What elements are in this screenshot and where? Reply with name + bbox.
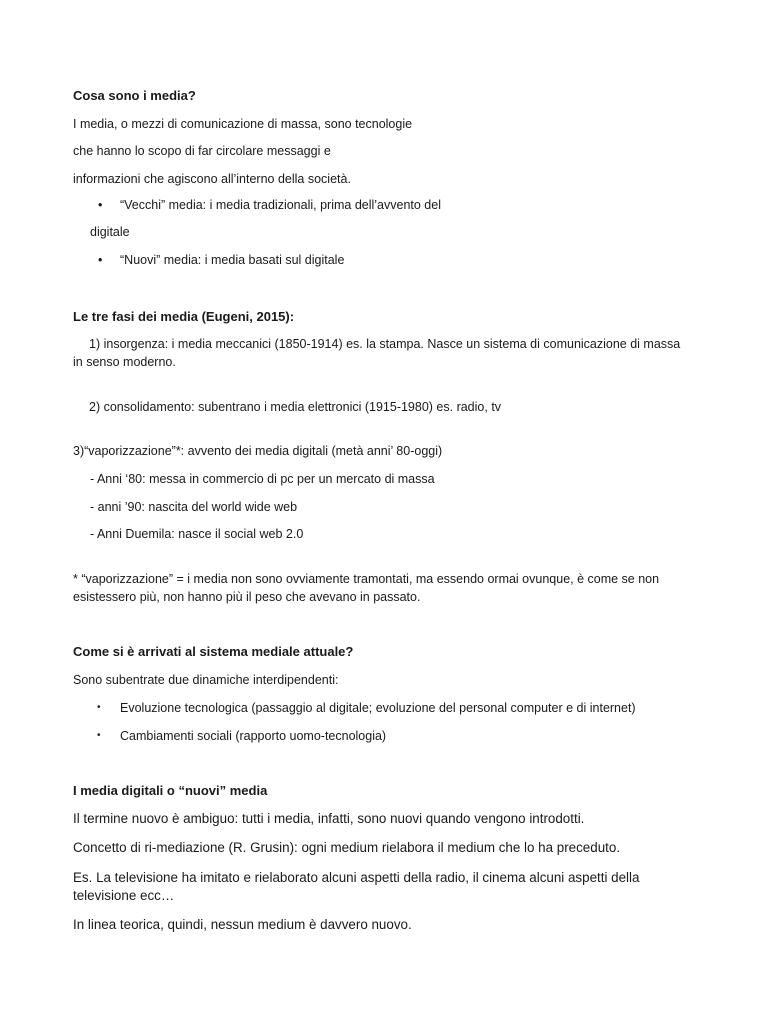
bullet-icon: •: [98, 198, 103, 212]
list-item-continuation: digitale: [90, 225, 130, 239]
phase-insorgenza-continuation: in senso moderno.: [73, 355, 176, 369]
sub-item-anni-80: - Anni ‘80: messa in commercio di pc per un mercato di massa: [90, 472, 435, 486]
list-item-vecchi-media: “Vecchi” media: i media tradizionali, prima dell’avvento del: [120, 198, 441, 212]
phase-vaporizzazione: 3)“vaporizzazione”*: avvento dei media digitali (metà anni’ 80-oggi): [73, 444, 443, 458]
paragraph-line: Es. La televisione ha imitato e rielaborato alcuni aspetti della radio, il cinema alcuni aspetti della: [73, 870, 640, 885]
heading-media-digitali: I media digitali o “nuovi” media: [73, 783, 268, 798]
paragraph-line: In linea teorica, quindi, nessun medium è davvero nuovo.: [73, 917, 412, 932]
bullet-icon: •: [97, 730, 101, 741]
list-item-cambiamenti-sociali: Cambiamenti sociali (rapporto uomo-tecnologia): [120, 729, 387, 743]
heading-sistema-mediale: Come si è arrivati al sistema mediale attuale?: [73, 644, 354, 659]
list-item-nuovi-media: “Nuovi” media: i media basati sul digitale: [120, 253, 345, 267]
bullet-icon: •: [97, 702, 101, 713]
heading-tre-fasi: Le tre fasi dei media (Eugeni, 2015):: [73, 309, 295, 324]
list-item-evoluzione-tecnologica: Evoluzione tecnologica (passaggio al digitale; evoluzione del personal computer e di internet): [120, 701, 636, 715]
paragraph-line: Il termine nuovo è ambiguo: tutti i media, infatti, sono nuovi quando vengono introdotti.: [73, 811, 585, 826]
sub-item-anni-duemila: - Anni Duemila: nasce il social web 2.0: [90, 527, 304, 541]
paragraph-line: televisione ecc…: [73, 888, 175, 903]
paragraph-line: informazioni che agiscono all’interno della società.: [73, 172, 351, 186]
sub-item-anni-90: - anni ’90: nascita del world wide web: [90, 500, 298, 514]
paragraph-line: Sono subentrate due dinamiche interdipendenti:: [73, 673, 339, 687]
bullet-icon: •: [98, 253, 103, 267]
paragraph-line: che hanno lo scopo di far circolare messaggi e: [73, 144, 331, 158]
paragraph-line: Concetto di ri-mediazione (R. Grusin): ogni medium rielabora il medium che lo ha preceduto.: [73, 840, 621, 855]
phase-insorgenza: 1) insorgenza: i media meccanici (1850-1914) es. la stampa. Nasce un sistema di comunicazione di massa: [89, 337, 681, 351]
phase-consolidamento: 2) consolidamento: subentrano i media elettronici (1915-1980) es. radio, tv: [89, 400, 502, 414]
heading-cosa-sono-i-media: Cosa sono i media?: [73, 88, 196, 103]
footnote-line: * “vaporizzazione” = i media non sono ovviamente tramontati, ma essendo ormai ovunque, è come se non: [73, 572, 660, 586]
footnote-line: esistessero più, non hanno più il peso che avevano in passato.: [73, 590, 421, 604]
paragraph-line: I media, o mezzi di comunicazione di massa, sono tecnologie: [73, 117, 413, 131]
